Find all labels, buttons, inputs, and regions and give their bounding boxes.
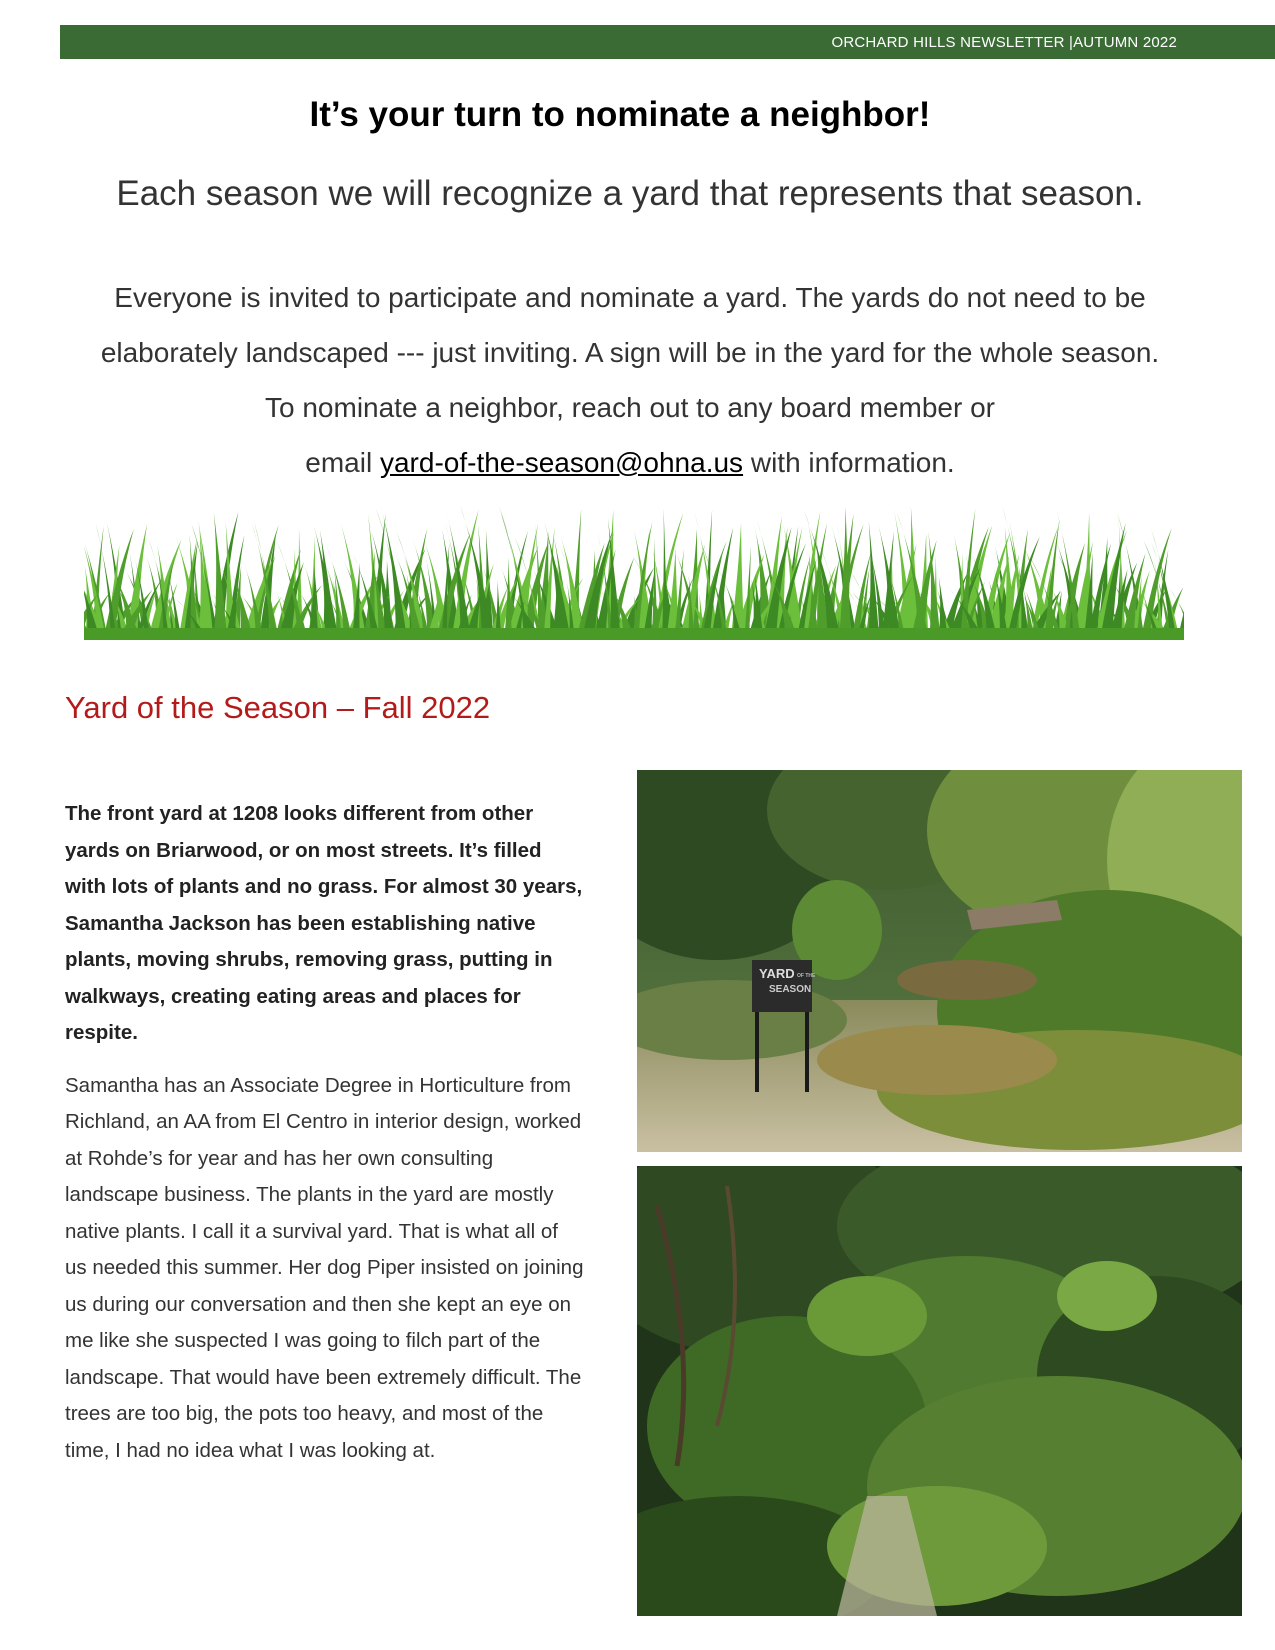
grass-base — [84, 628, 1184, 640]
email-prefix: email — [305, 447, 373, 478]
sign-text-season: SEASON — [769, 984, 812, 995]
email-link[interactable]: yard-of-the-season@ohna.us — [379, 447, 744, 478]
yard-photo-path — [637, 1166, 1242, 1616]
nominate-subhead: Each season we will recognize a yard that represents that season. — [116, 174, 1144, 213]
sign-text-yard: YARD — [759, 966, 795, 981]
nominate-headline: It’s your turn to nominate a neighbor! — [309, 95, 931, 134]
article-text: Samantha has an Associate Degree in Horticulture from Richland, an AA from El Centro in interior design, worked at Rohde’s for year and has her own consulting landscape business. The plants in the yard are mostly native plants. I call it a survival yard. That is what all of us needed this summer. Her dog Piper insisted on joining us during our conversation and then she kept an eye on me like she suspected I was going to filch part of the landscape. That would have been extremely difficult. The trees are too big, the pots too heavy, and most of the time, I had no idea what I was looking at. — [65, 1073, 584, 1462]
newsletter-title: ORCHARD HILLS NEWSLETTER |AUTUMN 2022 — [831, 34, 1177, 51]
section-title: Yard of the Season – Fall 2022 — [65, 690, 491, 725]
instructions-line-4 — [60, 435, 1200, 490]
sign-text-of-the: OF THE — [797, 973, 816, 979]
grass-graphic — [84, 495, 1184, 640]
yard-photo-path-image — [637, 1166, 1242, 1616]
grass-blade — [1178, 535, 1184, 640]
yard-photo-sign — [637, 770, 1242, 1152]
article-lead: The front yard at 1208 looks different from other yards on Briarwood, or on most streets. It’s filled with lots of plants and no grass. For almost 30 years, Samantha Jackson has been establishing native plants, moving shrubs, removing grass, putting in walkways, creating eating areas and places for respite. — [65, 802, 583, 1044]
nominate-instructions — [60, 270, 1200, 490]
instructions-line-3: To nominate a neighbor, reach out to any board member or — [265, 392, 995, 423]
yard-photo-sign-image — [637, 770, 1242, 1152]
email-suffix: with information. — [750, 447, 955, 478]
instructions-line-2: elaborately landscaped --- just inviting. A sign will be in the yard for the whole season. — [100, 337, 1160, 368]
instructions-line-1: Everyone is invited to participate and nominate a yard. The yards do not need to be — [114, 282, 1146, 313]
header-bar — [60, 25, 1275, 59]
article-body — [65, 796, 585, 1469]
grass-illustration — [84, 495, 1184, 640]
